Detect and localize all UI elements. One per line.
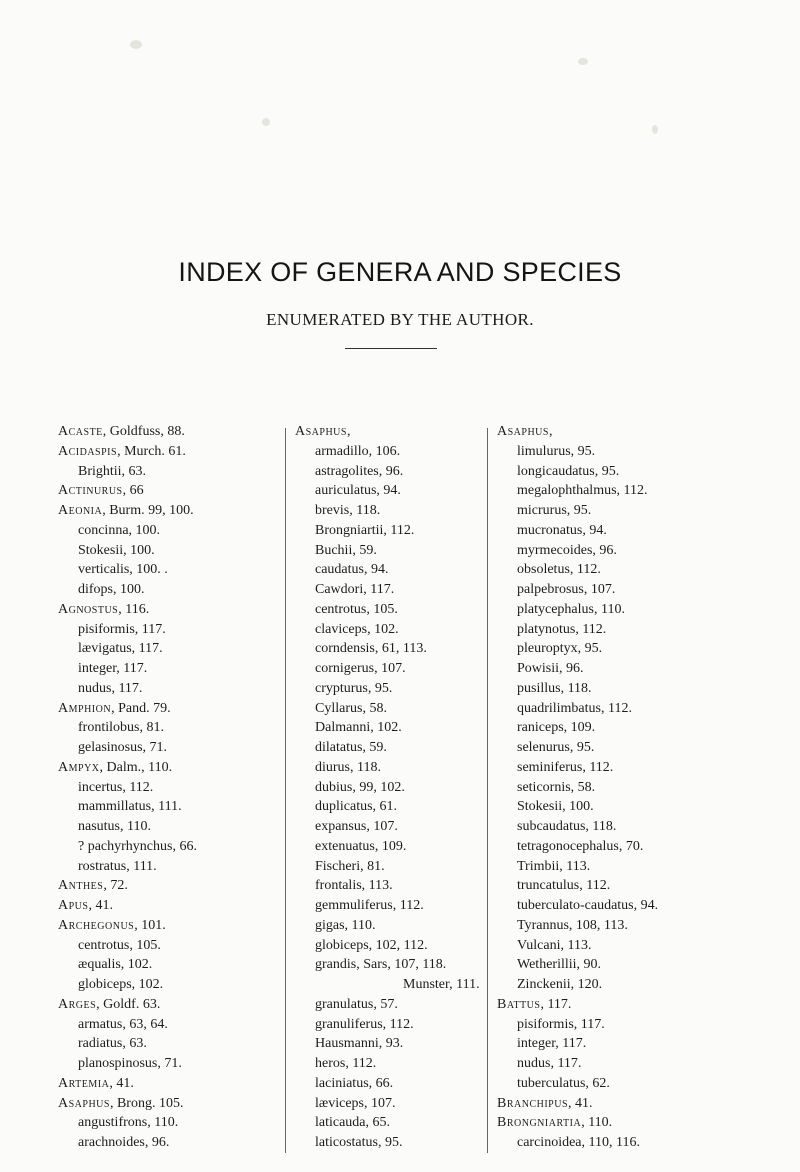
species-entry: pusillus, 118. — [517, 680, 592, 696]
species-entry: raniceps, 109. — [517, 720, 596, 736]
species-entry: grandis, Sars, 107, 118. — [315, 957, 447, 973]
genus-name: Battus — [497, 996, 541, 1012]
genus-name: Branchipus — [497, 1095, 569, 1111]
species-entry: laciniatus, 66. — [315, 1075, 394, 1091]
genus-reference: , 117. — [540, 996, 572, 1012]
genus-entry — [58, 896, 197, 916]
genus-entry — [295, 422, 480, 442]
index-column-3 — [497, 422, 658, 1153]
page-stain — [652, 125, 658, 134]
species-entry: pisiformis, 117. — [517, 1016, 605, 1032]
genus-reference: , — [548, 424, 553, 439]
genus-reference: , Murch. 61. — [117, 443, 186, 459]
genus-name: Artemia — [58, 1075, 110, 1091]
species-entry: mucronatus, 94. — [517, 522, 607, 538]
species-entry: laticauda, 65. — [315, 1115, 391, 1131]
species-entry: longicaudatus, 95. — [517, 463, 620, 479]
species-entry: ? pachyrhynchus, 66. — [78, 838, 197, 854]
genus-reference: , — [346, 424, 351, 439]
species-entry: palpebrosus, 107. — [517, 582, 616, 597]
species-entry: concinna, 100. — [78, 522, 161, 538]
species-entry: Wetherillii, 90. — [517, 957, 602, 973]
species-entry: diurus, 118. — [315, 759, 381, 775]
genus-name: Anthes — [58, 878, 104, 894]
genus-name: Asaphus — [295, 424, 347, 439]
page-stain — [262, 118, 270, 126]
genus-reference: , Pand. 79. — [111, 700, 171, 716]
genus-reference: , Dalm., 110. — [99, 759, 173, 775]
species-entry: duplicatus, 61. — [315, 799, 398, 815]
page-subtitle: ENUMERATED BY THE AUTHOR. — [266, 310, 534, 329]
species-entry: Cyllarus, 58. — [315, 700, 387, 716]
species-entry: Brightii, 63. — [78, 463, 147, 479]
species-entry: seminiferus, 112. — [517, 759, 614, 775]
genus-name: Archegonus — [58, 917, 135, 933]
species-entry: brevis, 118. — [315, 503, 381, 518]
species-entry: integer, 117. — [517, 1036, 587, 1052]
species-entry: laticostatus, 95. — [315, 1135, 403, 1150]
species-entry: difops, 100. — [78, 582, 145, 597]
genus-reference: , 66 — [122, 483, 144, 499]
species-entry: crypturus, 95. — [315, 680, 393, 696]
genus-name: Brongniartia — [497, 1115, 582, 1131]
genus-name: Apus — [58, 898, 89, 913]
species-entry: claviceps, 102. — [315, 621, 399, 637]
species-entry: frontalis, 113. — [315, 878, 393, 894]
genus-entry — [58, 699, 197, 719]
species-entry: truncatulus, 112. — [517, 878, 611, 894]
genus-reference: , 41. — [109, 1075, 134, 1091]
genus-reference: , 72. — [103, 878, 128, 894]
page-stain — [578, 58, 588, 65]
species-entry: centrotus, 105. — [78, 937, 161, 953]
genus-reference: , Burm. 99, 100. — [102, 503, 194, 518]
species-entry: integer, 117. — [78, 661, 148, 676]
species-entry: astragolites, 96. — [315, 463, 404, 479]
species-entry: platynotus, 112. — [517, 621, 607, 637]
species-entry: nudus, 117. — [78, 680, 143, 696]
genus-reference: , 116. — [118, 601, 150, 617]
species-entry: centrotus, 105. — [315, 601, 398, 617]
species-entry: tetragonocephalus, 70. — [517, 838, 644, 854]
index-column-2 — [295, 422, 480, 1153]
species-entry: Powisii, 96. — [517, 661, 584, 676]
species-entry: nudus, 117. — [517, 1056, 582, 1071]
genus-name: Acidaspis — [58, 443, 118, 459]
species-entry: mammillatus, 111. — [78, 799, 182, 815]
genus-reference: , 101. — [134, 917, 166, 933]
genus-name: Ampyx — [58, 759, 100, 775]
species-entry: armadillo, 106. — [315, 443, 401, 459]
species-entry: Zinckenii, 120. — [517, 977, 603, 992]
page-stain — [130, 40, 142, 49]
species-entry: seticornis, 58. — [517, 779, 596, 795]
genus-entry — [58, 995, 197, 1015]
species-entry: caudatus, 94. — [315, 562, 389, 578]
genus-reference: , 110. — [581, 1115, 613, 1131]
species-entry: Vulcani, 113. — [517, 937, 592, 953]
species-entry: tuberculatus, 62. — [517, 1075, 610, 1091]
genus-entry — [497, 422, 658, 442]
species-entry: Fischeri, 81. — [315, 858, 385, 874]
species-entry: auriculatus, 94. — [315, 483, 401, 499]
genus-entry — [58, 600, 197, 620]
genus-reference: , 41. — [568, 1095, 593, 1111]
species-entry: pleuroptyx, 95. — [517, 641, 603, 657]
species-entry: subcaudatus, 118. — [517, 819, 617, 834]
title-divider — [345, 348, 437, 349]
species-entry: Buchii, 59. — [315, 542, 377, 558]
species-entry: angustifrons, 110. — [78, 1115, 179, 1131]
column-divider — [487, 428, 488, 1153]
genus-reference: , Brong. 105. — [109, 1095, 184, 1111]
genus-entry — [497, 1113, 658, 1133]
genus-reference: , 41. — [88, 898, 113, 913]
index-column-1 — [58, 422, 197, 1153]
species-entry: tuberculato-caudatus, 94. — [517, 898, 659, 913]
species-entry: gemmuliferus, 112. — [315, 898, 424, 913]
column-divider — [285, 428, 286, 1153]
species-entry: cornigerus, 107. — [315, 661, 406, 676]
genus-name: Agnostus — [58, 601, 119, 617]
species-entry: pisiformis, 117. — [78, 621, 166, 637]
genus-entry — [58, 916, 197, 936]
genus-entry — [58, 876, 197, 896]
genus-entry — [58, 442, 197, 462]
genus-reference: , Goldf. 63. — [96, 996, 161, 1012]
page-title: INDEX OF GENERA AND SPECIES — [178, 257, 622, 287]
species-entry: Trimbii, 113. — [517, 858, 591, 874]
species-entry: planospinosus, 71. — [78, 1056, 182, 1071]
species-entry: granulatus, 57. — [315, 996, 398, 1012]
species-entry: megalophthalmus, 112. — [517, 483, 648, 499]
species-entry: obsoletus, 112. — [517, 562, 601, 578]
species-entry: æqualis, 102. — [78, 957, 153, 973]
species-entry: nasutus, 110. — [78, 819, 151, 834]
species-entry: heros, 112. — [315, 1056, 377, 1071]
species-entry: Dalmanni, 102. — [315, 720, 402, 736]
species-entry: Tyrannus, 108, 113. — [517, 917, 628, 933]
species-entry: globiceps, 102, 112. — [315, 937, 428, 953]
species-entry: arachnoides, 96. — [78, 1135, 170, 1150]
species-entry: corndensis, 61, 113. — [315, 641, 427, 657]
species-entry: micrurus, 95. — [517, 503, 592, 518]
species-entry: incertus, 112. — [78, 779, 154, 795]
genus-entry — [58, 422, 197, 442]
species-entry: platycephalus, 110. — [517, 601, 625, 617]
species-entry: carcinoidea, 110, 116. — [517, 1135, 640, 1150]
genus-entry — [58, 1094, 197, 1114]
genus-entry — [497, 995, 658, 1015]
species-entry: rostratus, 111. — [78, 858, 157, 874]
species-entry: dilatatus, 59. — [315, 740, 387, 755]
species-entry: Cawdori, 117. — [315, 582, 395, 597]
genus-reference: , Goldfuss, 88. — [102, 424, 185, 439]
species-entry: limulurus, 95. — [517, 443, 596, 459]
genus-entry — [497, 1094, 658, 1114]
genus-name: Acaste — [58, 424, 103, 439]
species-entry: selenurus, 95. — [517, 740, 595, 755]
species-entry: gelasinosus, 71. — [78, 740, 168, 755]
genus-name: Arges — [58, 996, 97, 1012]
species-entry: gigas, 110. — [315, 917, 376, 933]
species-entry: expansus, 107. — [315, 819, 398, 834]
species-entry: radiatus, 63. — [78, 1036, 147, 1052]
genus-entry — [58, 1074, 197, 1094]
genus-entry — [58, 481, 197, 501]
species-entry: verticalis, 100. . — [78, 562, 168, 578]
species-entry: quadrilimbatus, 112. — [517, 700, 632, 716]
species-entry: Brongniartii, 112. — [315, 522, 415, 538]
species-entry: globiceps, 102. — [78, 977, 164, 992]
genus-name: Asaphus — [497, 424, 549, 439]
species-entry: dubius, 99, 102. — [315, 779, 405, 795]
species-entry: armatus, 63, 64. — [78, 1016, 168, 1032]
species-entry: frontilobus, 81. — [78, 720, 164, 736]
species-entry: Stokesii, 100. — [517, 799, 594, 815]
genus-entry — [58, 501, 197, 521]
species-entry: Hausmanni, 93. — [315, 1036, 404, 1052]
species-entry: lævigatus, 117. — [78, 641, 163, 657]
species-entry: myrmecoides, 96. — [517, 542, 617, 558]
species-entry: læviceps, 107. — [315, 1095, 396, 1111]
genus-entry — [58, 758, 197, 778]
species-entry: granuliferus, 112. — [315, 1016, 414, 1032]
species-entry: extenuatus, 109. — [315, 838, 407, 854]
species-entry: Munster, 111. — [403, 977, 480, 992]
genus-name: Aeonia — [58, 503, 103, 518]
genus-name: Amphion — [58, 700, 112, 716]
species-entry: Stokesii, 100. — [78, 542, 155, 558]
genus-name: Actinurus — [58, 483, 123, 499]
genus-name: Asaphus — [58, 1095, 110, 1111]
